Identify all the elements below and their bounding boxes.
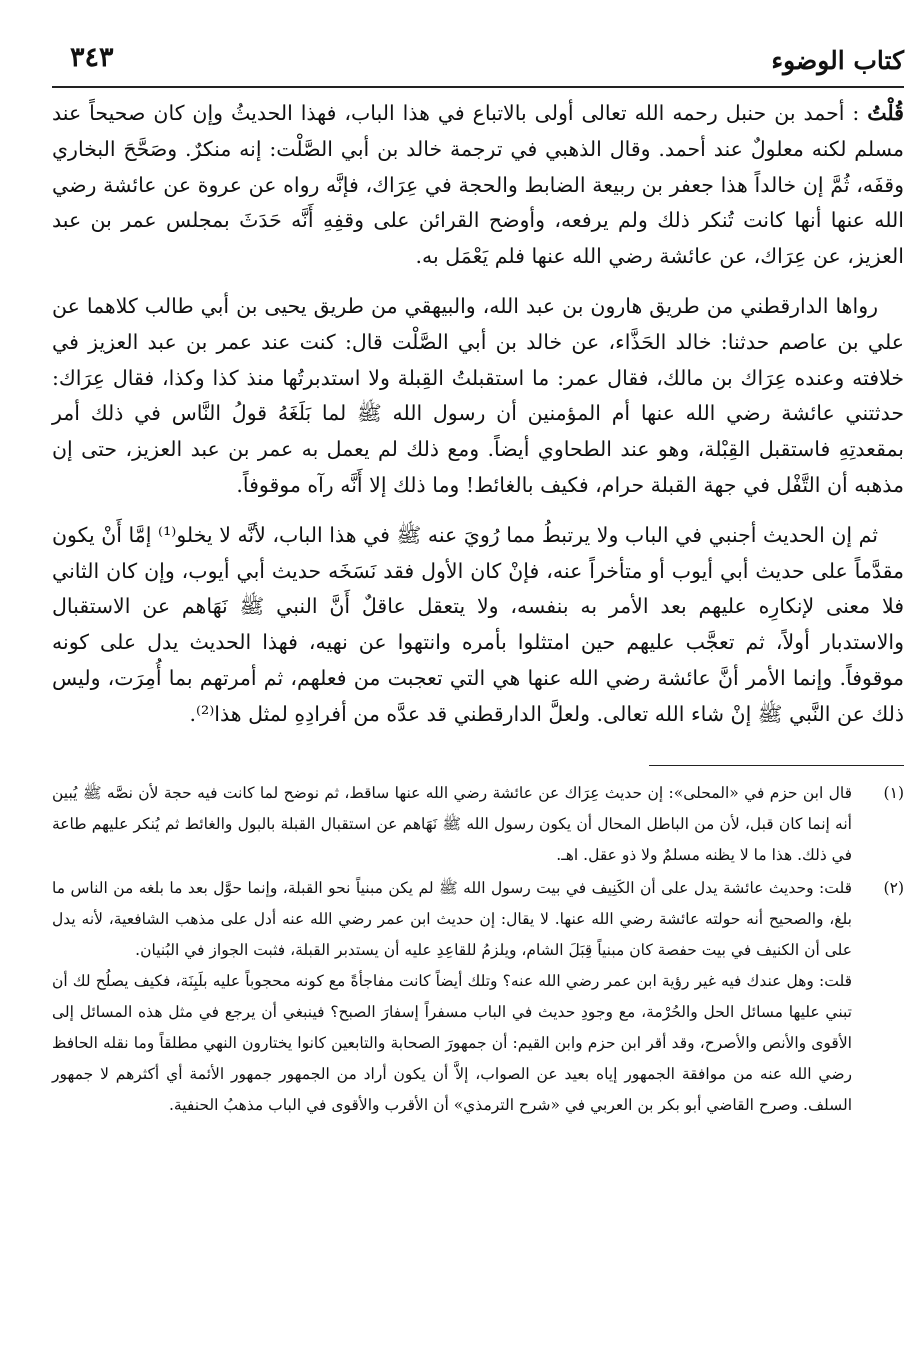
footnote xyxy=(52,873,904,1121)
footnote-number: (١) xyxy=(883,783,904,802)
paragraph-lead: قُلْتُ xyxy=(867,101,904,125)
chapter-title: كتاب الوضوء xyxy=(771,46,904,75)
paragraph xyxy=(52,96,904,275)
footnote-separator xyxy=(649,765,904,766)
paragraph-text: ثم إن الحديث أجنبي في الباب ولا يرتبطُ مما رُويَ عنه ﷺ في هذا الباب، لأنَّه لا يخلو⁽¹⁾ إمَّا أَنْ يكون مقدَّماً على حديث أبي أيوب أو متأخراً عنه، فإنْ كان الأول فقد نَسَخَه حديث أبي أيوب، وإن كان الثاني فلا معنى لإنكارِه عليهم بعد الأمر به بنفسه، ولا يتعقل عاقلٌ أَنَّ النبي ﷺ نَهَاهم عن الاستقبال والاستدبار أولاً، ثم تعجَّب عليهم حين امتثلوا بأمره وانتهوا عن نهيه، فهذا الحديث يدل على كونه موقوفاً. وإنما الأمر أنَّ عائشة رضي الله عنها هي التي تعجبت من فعلهم، ثم أمرتهم بما أُمِرَت، وليس ذلك عن النَّبي ﷺ إنْ شاء الله تعالى. ولعلَّ الدارقطني قد عدَّه من أفرادِهِ لمثل هذا⁽²⁾. xyxy=(52,522,904,726)
page-header xyxy=(52,38,904,88)
footnote-text: قلت: وهل عندك فيه غير رؤية ابن عمر رضي الله عنه؟ وتلك أيضاً كانت مفاجأةً مع كونه محجوباً عليه بلَبِنَة، فكيف يصلُح لك أن تبني عليها مسائل الحل والحُرْمة، مع وجودِ حديث في الباب مسفراً إسفارَ الصبح؟ فينبغي أن يرجع في مثل هذه المسائل إلى الأقوى والأنص والأصرح، وقد أقر ابن حزم وابن القيم: أن جمهورَ الصحابة والتابعين كانوا يختارون النهي مطلقاً وما نقله الحافظ رضي الله عنه من موافقة الجمهور إياه بعيد عن الصواب، إلاَّ أن يكون أراد من الجمهور جمهور الأئمة أي أكثرهم لا جمهور السلف. وصرح القاضي أبو بكر بن العربي في «شرح الترمذي» أن الأقرب والأقوى في الباب مذهبُ الحنفية. xyxy=(52,971,852,1114)
footnote xyxy=(52,778,904,871)
paragraph-text: : أحمد بن حنبل رحمه الله تعالى أولى بالاتباع في هذا الباب، فهذا الحديثُ وإن كان صحيحاً عند مسلم لكنه معلولٌ عند أحمد. وقال الذهبي في ترجمة خالد بن أبي الصَّلْت: إنه منكرٌ. وصَحَّحَ البخاري وقفَه، ثُمَّ إن خالداً هذا جعفر بن ربيعة الضابط والحجة في عِرَاك، فإنَّه رواه عن عروة عن عائشة رضي الله عنها أنها كانت تُنكر ذلك ولم يرفعه، وأوضح القرائن على وقفِهِ أَنَّه حَدَثَ بمجلس عمر بن عبد العزيز، عن عِرَاك، عن عائشة رضي الله عنها فلم يَعْمَل به. xyxy=(52,101,904,269)
footnotes xyxy=(52,778,904,1121)
main-text xyxy=(52,96,904,733)
footnote-number: (٢) xyxy=(883,878,904,897)
page-number: ٣٤٣ xyxy=(70,42,114,73)
paragraph xyxy=(52,289,904,504)
footnote-text: قال ابن حزم في «المحلى»: إن حديث عِرَاك عن عائشة رضي الله عنها ساقط، ثم نوضح لما كانت فيه حجة لأن نصَّه ﷺ يُبين أنه إنما كان قبل، لأن من الباطل المحال أن يكون رسول الله ﷺ نَهَاهم عن استقبال القبلة بالبول والغائط ثم يُنكر عليهم طاعة في ذلك. هذا ما لا يظنه مسلمٌ ولا ذو عقل. اهـ. xyxy=(52,783,852,864)
paragraph xyxy=(52,518,904,733)
book-page xyxy=(52,38,904,1338)
paragraph-text: رواها الدارقطني من طريق هارون بن عبد الله، والبيهقي من طريق يحيى بن أبي طالب كلاهما عن علي بن عاصم حدثنا: خالد الحَذَّاء، عن خالد بن أبي الصَّلْت قال: كنت عند عمر بن عبد العزيز في خلافته وعنده عِرَاك بن مالك، فقال عمر: ما استقبلتُ القِبلة ولا استدبرتُها منذ كذا وكذا، فقال عِرَاك: حدثتني عائشة رضي الله عنها أم المؤمنين أن رسول الله ﷺ لما بَلَغَهُ قولُ النَّاس في ذلك أمر بمقعدتِهِ فاستقبل القِبْلة، وهو عند الطحاوي أيضاً. ومع ذلك لم يعمل به عمر بن عبد العزيز، حتى إن مذهبه أن التَّفْل في جهة القبلة حرام، فكيف بالغائط! وما ذلك إلا أَنَّه رآه موقوفاً. xyxy=(52,293,904,497)
footnote-text: قلت: وحديث عائشة يدل على أن الكَنِيف في بيت رسول الله ﷺ لم يكن مبنياً نحو القبلة، وإنما حوَّل بعد ما بلغه من الناس ما بلغ، والصحيح أنه حولته عائشة رضي الله عنها. لا يقال: إن حديث ابن عمر رضي الله عنه أدل على مذهب الشافعية، لأنه يدل على أن الكنيف في بيت حفصة كان مبنياً قِبَلَ الشام، ويلزمُ للقاعِدِ عليه أن يستدبر القبلة، فثبت الجواز في البُنيان. xyxy=(52,878,852,959)
